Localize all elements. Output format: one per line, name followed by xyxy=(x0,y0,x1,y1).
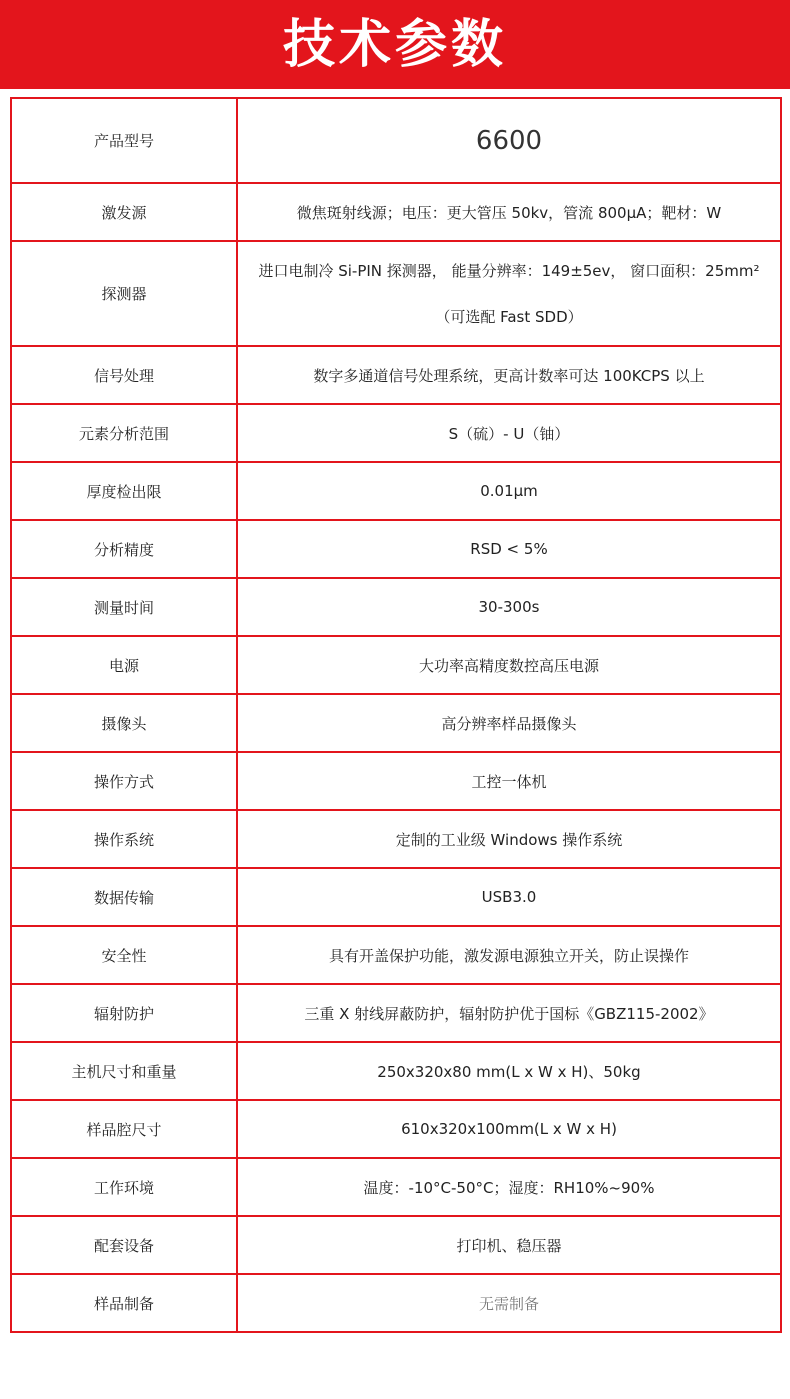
table-row xyxy=(11,183,781,241)
spec-value: RSD < 5% xyxy=(237,520,781,578)
header-banner xyxy=(0,0,790,89)
spec-value: 0.01μm xyxy=(237,462,781,520)
spec-value: 6600 xyxy=(237,98,781,183)
spec-label: 电源 xyxy=(11,636,237,694)
table-row xyxy=(11,98,781,183)
table-row xyxy=(11,926,781,984)
spec-label: 数据传输 xyxy=(11,868,237,926)
spec-table xyxy=(10,97,782,1333)
spec-value: 无需制备 xyxy=(237,1274,781,1332)
spec-label: 产品型号 xyxy=(11,98,237,183)
table-row xyxy=(11,810,781,868)
spec-value: 工控一体机 xyxy=(237,752,781,810)
table-row xyxy=(11,868,781,926)
spec-label: 安全性 xyxy=(11,926,237,984)
spec-value: 温度：-10°C-50°C；湿度：RH10%~90% xyxy=(237,1158,781,1216)
table-row xyxy=(11,636,781,694)
spec-label: 辐射防护 xyxy=(11,984,237,1042)
spec-label: 探测器 xyxy=(11,241,237,346)
table-row xyxy=(11,984,781,1042)
spec-label: 操作系统 xyxy=(11,810,237,868)
table-row xyxy=(11,241,781,346)
spec-label: 分析精度 xyxy=(11,520,237,578)
table-row xyxy=(11,404,781,462)
spec-label: 工作环境 xyxy=(11,1158,237,1216)
spec-value: 三重 X 射线屏蔽防护，辐射防护优于国标《GBZ115-2002》 xyxy=(237,984,781,1042)
spec-label: 激发源 xyxy=(11,183,237,241)
table-row xyxy=(11,1216,781,1274)
spec-label: 样品制备 xyxy=(11,1274,237,1332)
spec-label: 信号处理 xyxy=(11,346,237,404)
spec-label: 样品腔尺寸 xyxy=(11,1100,237,1158)
spec-label: 元素分析范围 xyxy=(11,404,237,462)
table-row xyxy=(11,346,781,404)
spec-label: 测量时间 xyxy=(11,578,237,636)
spec-value: 610x320x100mm(L x W x H) xyxy=(237,1100,781,1158)
spec-label: 操作方式 xyxy=(11,752,237,810)
table-row xyxy=(11,1100,781,1158)
spec-label: 厚度检出限 xyxy=(11,462,237,520)
table-row xyxy=(11,752,781,810)
spec-value: 微焦斑射线源；电压：更大管压 50kv，管流 800μA；靶材：W xyxy=(237,183,781,241)
spec-value: 进口电制冷 Si-PIN 探测器， 能量分辨率：149±5ev， 窗口面积：25mm²（可选配 Fast SDD） xyxy=(237,241,781,346)
spec-label: 主机尺寸和重量 xyxy=(11,1042,237,1100)
spec-value: USB3.0 xyxy=(237,868,781,926)
spec-value: 250x320x80 mm(L x W x H)、50kg xyxy=(237,1042,781,1100)
table-row xyxy=(11,1274,781,1332)
spec-label: 摄像头 xyxy=(11,694,237,752)
table-row xyxy=(11,694,781,752)
table-row xyxy=(11,520,781,578)
table-row xyxy=(11,462,781,520)
spec-value: 具有开盖保护功能，激发源电源独立开关，防止误操作 xyxy=(237,926,781,984)
spec-label: 配套设备 xyxy=(11,1216,237,1274)
spec-value: S（硫）- U（铀） xyxy=(237,404,781,462)
table-row xyxy=(11,578,781,636)
spec-value: 30-300s xyxy=(237,578,781,636)
table-row xyxy=(11,1158,781,1216)
spec-value: 定制的工业级 Windows 操作系统 xyxy=(237,810,781,868)
spec-value: 打印机、稳压器 xyxy=(237,1216,781,1274)
table-row xyxy=(11,1042,781,1100)
spec-value: 大功率高精度数控高压电源 xyxy=(237,636,781,694)
spec-value: 高分辨率样品摄像头 xyxy=(237,694,781,752)
page-title: 技术参数 xyxy=(282,14,507,75)
spec-value: 数字多通道信号处理系统，更高计数率可达 100KCPS 以上 xyxy=(237,346,781,404)
